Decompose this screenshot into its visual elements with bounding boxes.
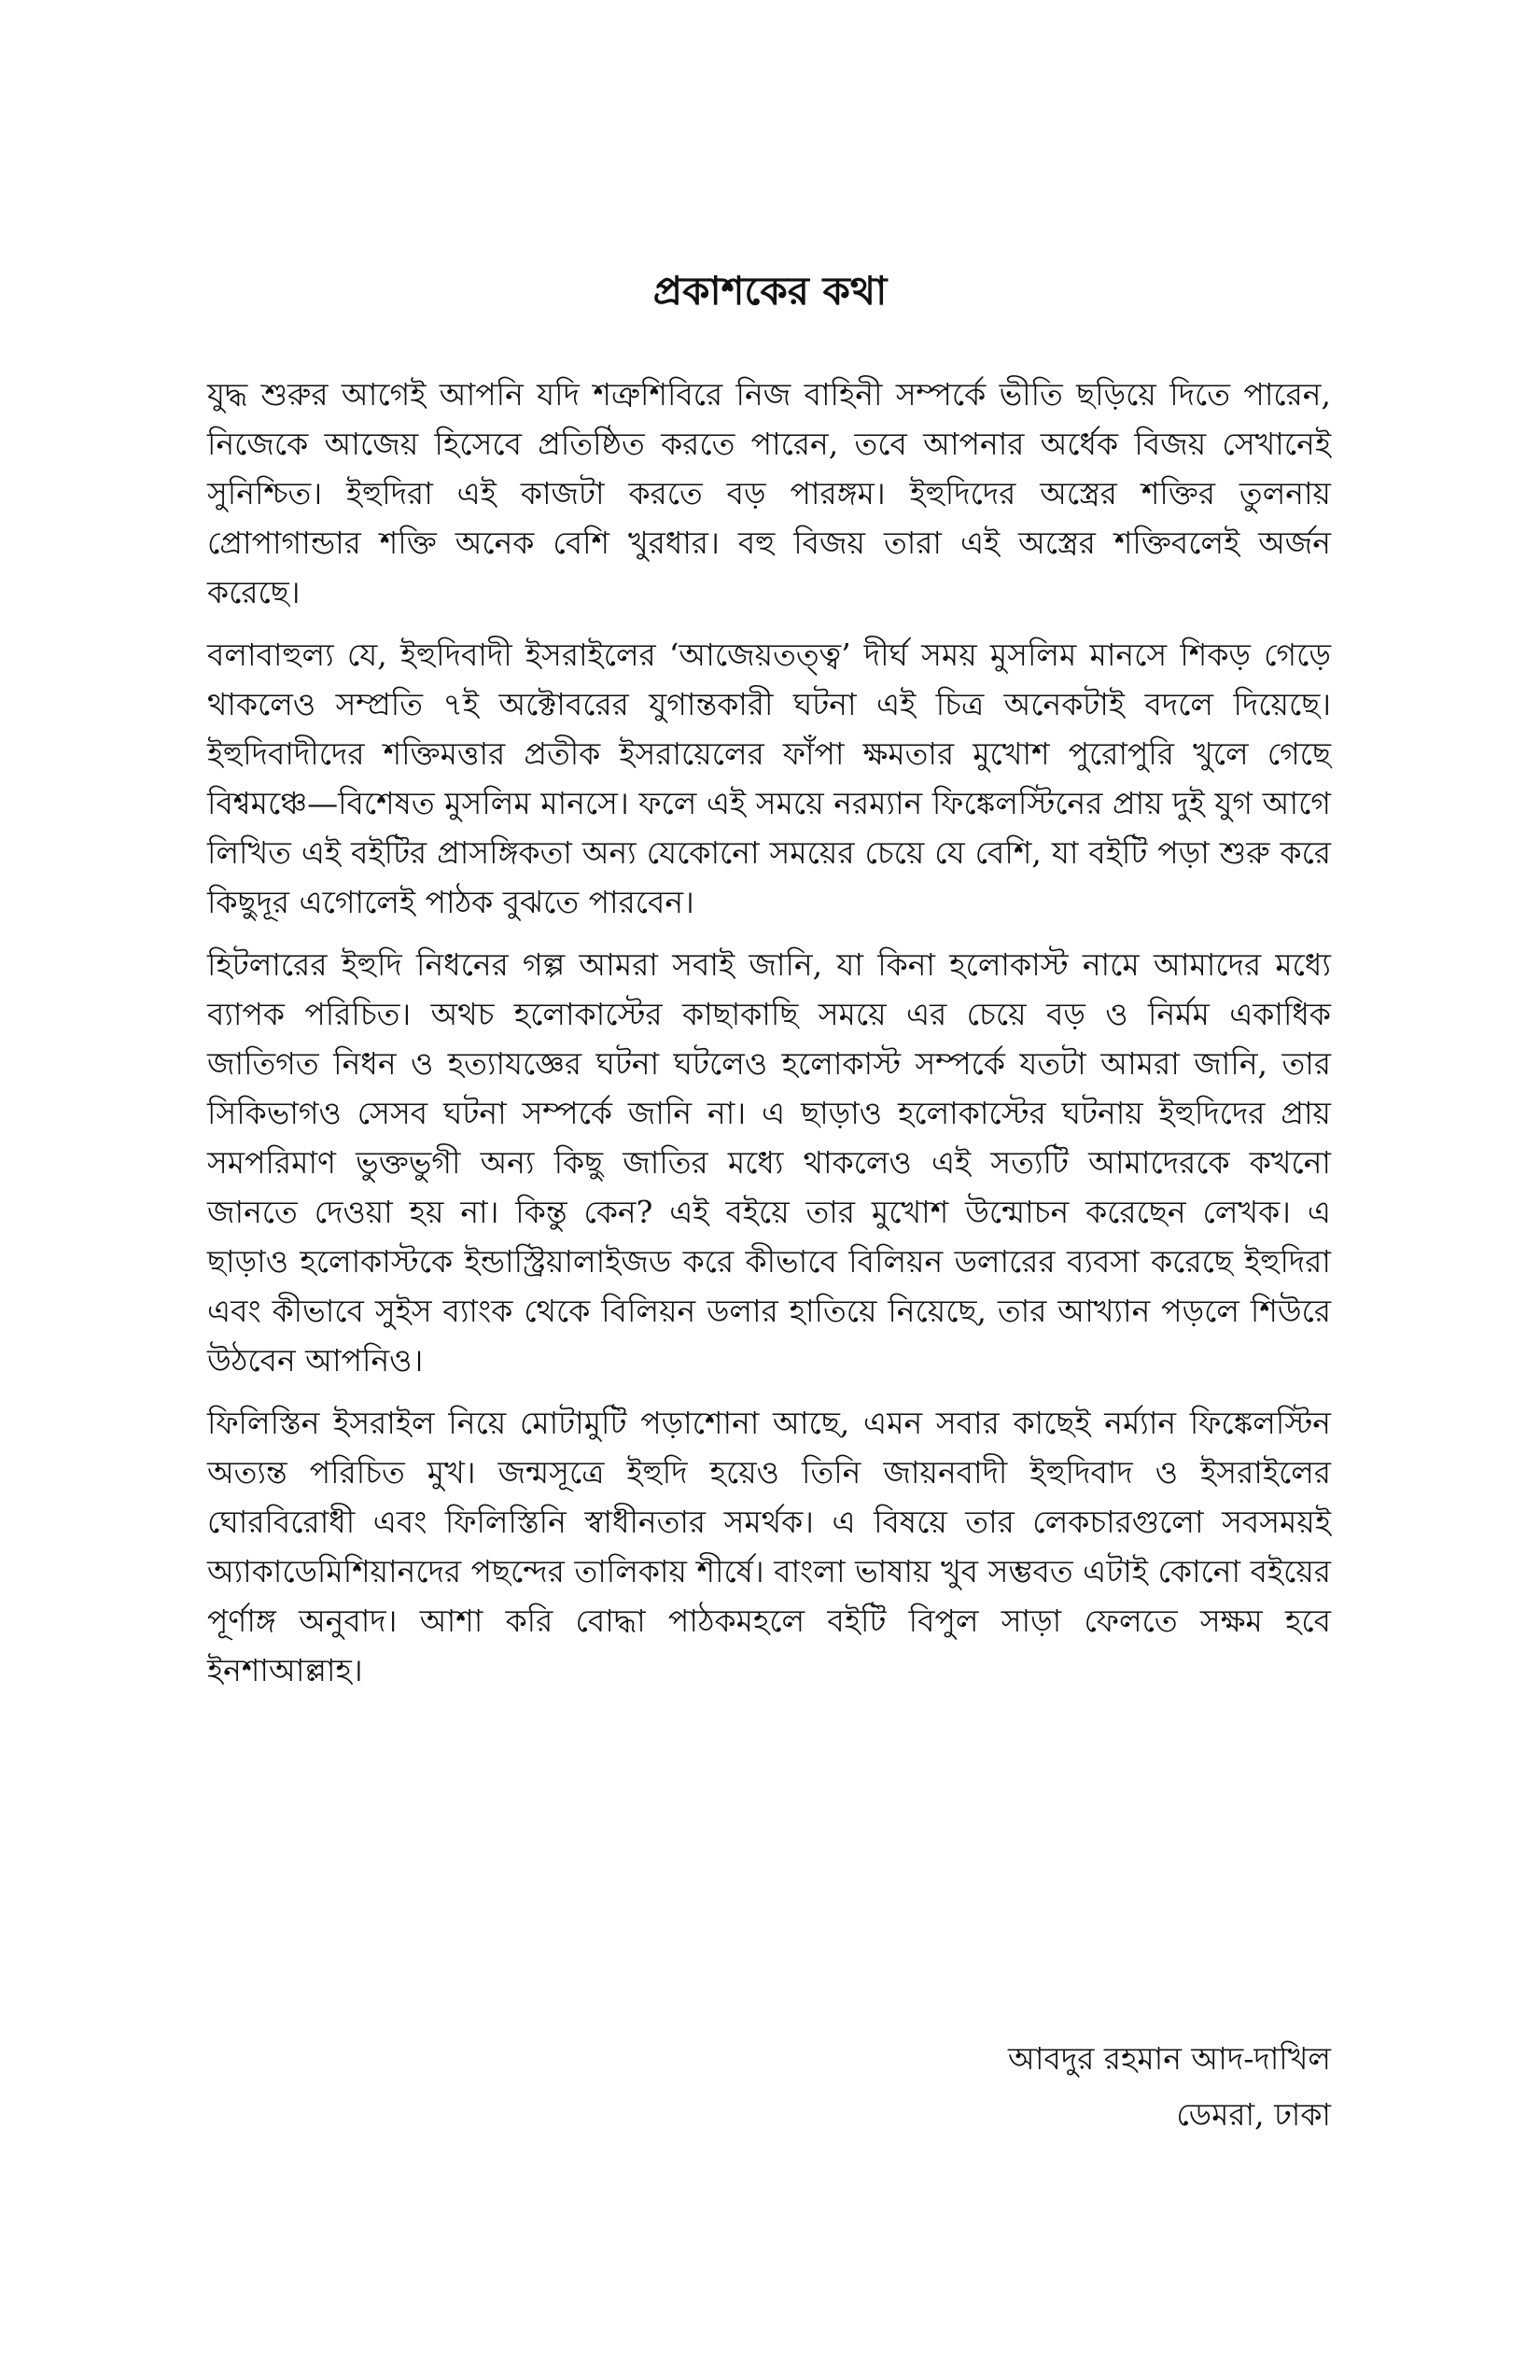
page-title: প্রকাশকের কথা: [652, 268, 888, 314]
signature-block: [1008, 2031, 1331, 2143]
paragraph-1: যুদ্ধ শুরুর আগেই আপনি যদি শত্রুশিবিরে নিজ বাহিনী সম্পর্কে ভীতি ছড়িয়ে দিতে পারেন, নিজেকে আজেয় হিসেবে প্রতিষ্ঠিত করতে পারেন, তবে আপনার অর্ধেক বিজয় সেখানেই সুনিশ্চিত। ইহুদিরা এই কাজটা করতে বড় পারঙ্গম। ইহুদিদের অস্ত্রের শক্তির তুলনায় প্রোপাগান্ডার শক্তি অনেক বেশি খুরধার। বহু বিজয় তারা এই অস্ত্রের শক্তিবলেই অর্জন করেছে।: [207, 376, 1331, 610]
body-text: [207, 370, 1331, 1708]
signature-name: আবদুর রহমান আদ-দাখিল: [1008, 2040, 1331, 2077]
signature-place: ডেমরা, ঢাকা: [1176, 2096, 1331, 2133]
paragraph-2: বলাবাহুল্য যে, ইহুদিবাদী ইসরাইলের ‘আজেয়তত্ত্ব’ দীর্ঘ সময় মুসলিম মানসে শিকড় গেড়ে থাকলেও সম্প্রতি ৭ই অক্টোবরের যুগান্তকারী ঘটনা এই চিত্র অনেকটাই বদলে দিয়েছে। ইহুদিবাদীদের শক্তিমত্তার প্রতীক ইসরায়েলের ফাঁপা ক্ষমতার মুখোশ পুরোপুরি খুলে গেছে বিশ্বমঞ্চে—বিশেষত মুসলিম মানসে। ফলে এই সময়ে নরম্যান ফিঙ্কেলস্টিনের প্রায় দুই যুগ আগে লিখিত এই বইটির প্রাসঙ্গিকতা অন্য যেকোনো সময়ের চেয়ে যে বেশি, যা বইটি পড়া শুরু করে কিছুদূর এগোলেই পাঠক বুঝতে পারবেন।: [207, 637, 1331, 920]
paragraph-4: ফিলিস্তিন ইসরাইল নিয়ে মোটামুটি পড়াশোনা আছে, এমন সবার কাছেই নর্ম্যান ফিঙ্কেলস্টিন অত্যন্ত পরিচিত মুখ। জন্মসূত্রে ইহুদি হয়েও তিনি জায়নবাদী ইহুদিবাদ ও ইসরাইলের ঘোরবিরোধী এবং ফিলিস্তিনি স্বাধীনতার সমর্থক। এ বিষয়ে তার লেকচারগুলো সবসময়ই অ্যাকাডেমিশিয়ানদের পছন্দের তালিকায় শীর্ষে। বাংলা ভাষায় খুব সম্ভবত এটাই কোনো বইয়ের পূর্ণাঙ্গ অনুবাদ। আশা করি বোদ্ধা পাঠকমহলে বইটি বিপুল সাড়া ফেলতে সক্ষম হবে ইনশাআল্লাহ।: [207, 1405, 1331, 1688]
paragraph-3: হিটলারের ইহুদি নিধনের গল্প আমরা সবাই জানি, যা কিনা হলোকাস্ট নামে আমাদের মধ্যে ব্যাপক পরিচিত। অথচ হলোকাস্টের কাছাকাছি সময়ে এর চেয়ে বড় ও নির্মম একাধিক জাতিগত নিধন ও হত্যাযজ্ঞের ঘটনা ঘটলেও হলোকাস্ট সম্পর্কে যতটা আমরা জানি, তার সিকিভাগও সেসব ঘটনা সম্পর্কে জানি না। এ ছাড়াও হলোকাস্টের ঘটনায় ইহুদিদের প্রায় সমপরিমাণ ভুক্তভুগী অন্য কিছু জাতির মধ্যে থাকলেও এই সত্যটি আমাদেরকে কখনো জানতে দেওয়া হয় না। কিন্তু কেন? এই বইয়ে তার মুখোশ উন্মোচন করেছেন লেখক। এ ছাড়াও হলোকাস্টকে ইন্ডাস্ট্রিয়ালাইজড করে কীভাবে বিলিয়ন ডলারের ব্যবসা করেছে ইহুদিরা এবং কীভাবে সুইস ব্যাংক থেকে বিলিয়ন ডলার হাতিয়ে নিয়েছে, তার আখ্যান পড়লে শিউরে উঠবেন আপনিও।: [207, 946, 1331, 1379]
